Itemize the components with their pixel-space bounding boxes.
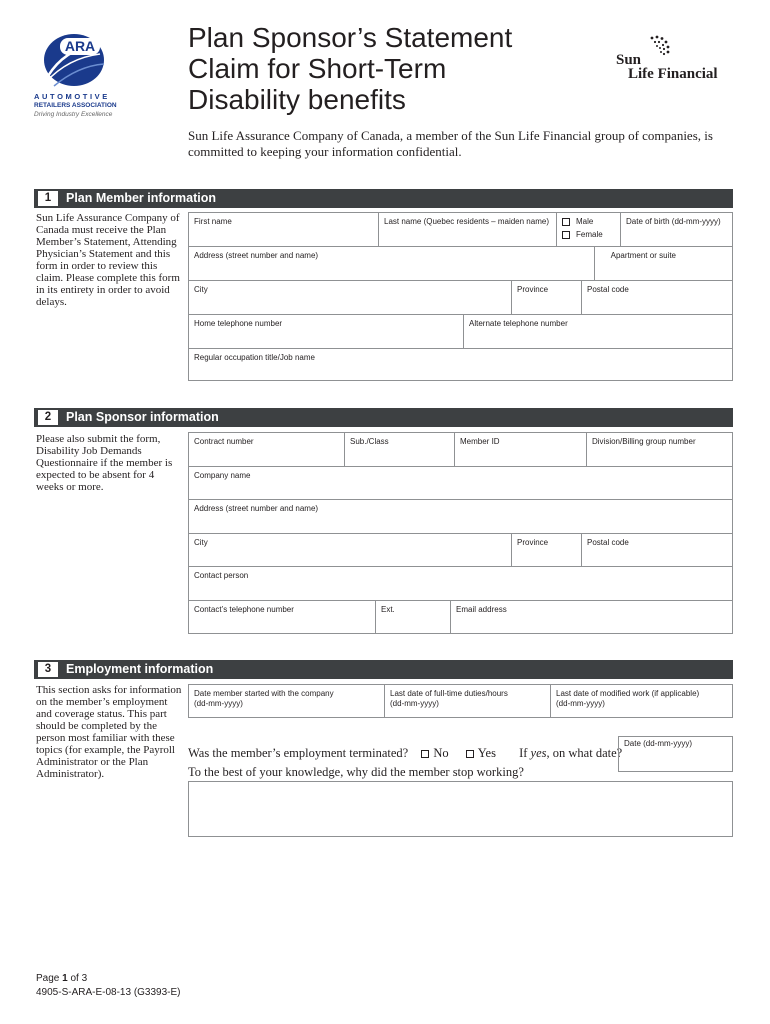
last-fulltime-label: Last date of full-time duties/hours [390, 689, 508, 698]
province-field[interactable] [511, 281, 581, 314]
terminated-yes-option[interactable] [466, 746, 496, 760]
yes-checkbox[interactable] [466, 750, 474, 758]
sunlife-logo [600, 34, 740, 86]
dob-field[interactable] [620, 213, 733, 246]
dob-label: Date of birth (dd-mm-yyyy) [626, 217, 721, 226]
apartment-field[interactable] [594, 247, 733, 280]
home-phone-field[interactable] [189, 315, 463, 348]
termination-date-field[interactable] [618, 736, 733, 772]
sub-class-field[interactable] [344, 433, 454, 466]
city-field[interactable] [189, 281, 511, 314]
if-yes-rest: , on what date? [546, 746, 623, 760]
last-modified-format: (dd-mm-yyyy) [556, 699, 605, 708]
postal-code-field[interactable] [581, 281, 733, 314]
last-modified-field[interactable] [550, 685, 733, 717]
section-3-header [34, 660, 733, 679]
last-modified-label: Last date of modified work (if applicable) [556, 689, 700, 698]
first-name-label: First name [194, 217, 232, 226]
ara-logo-text: ARA [64, 38, 96, 54]
sponsor-address-label: Address (street number and name) [194, 504, 319, 513]
female-label: Female [576, 230, 603, 239]
title-line-2: Claim for Short-Term [188, 53, 447, 84]
apartment-label: Apartment or suite [610, 251, 676, 260]
first-name-field[interactable] [189, 213, 378, 246]
occupation-field[interactable] [189, 349, 733, 382]
page-num: 1 [62, 973, 68, 984]
if-yes-label [519, 746, 622, 760]
address-label: Address (street number and name) [194, 251, 319, 260]
city-label: City [194, 285, 208, 294]
why-stop-textarea[interactable] [188, 781, 733, 837]
member-id-field[interactable] [454, 433, 586, 466]
contact-person-field[interactable] [189, 567, 733, 600]
email-field[interactable] [450, 601, 733, 633]
title-line-1: Plan Sponsor’s Statement [188, 22, 513, 53]
ext-label: Ext. [381, 605, 395, 614]
plan-member-form [188, 212, 733, 381]
ara-logo [34, 30, 134, 122]
no-checkbox[interactable] [421, 750, 429, 758]
section-1-note: Sun Life Assurance Company of Canada must receive the Plan Member’s Statement, Attending Physician’s Statement and this form in order to review this claim. Please complete this form in its entirety in order to avoid delays. [36, 212, 180, 308]
contract-number-field[interactable] [189, 433, 344, 466]
ara-tagline: Driving Industry Excellence [34, 111, 113, 118]
section-1-header [34, 189, 733, 208]
intro-text: Sun Life Assurance Company of Canada, a member of the Sun Life Financial group of companies, is committed to keeping your information confidential. [188, 128, 713, 159]
if-yes-if: If [519, 746, 528, 760]
division-field[interactable] [586, 433, 733, 466]
last-fulltime-format: (dd-mm-yyyy) [390, 699, 439, 708]
title-line-3: Disability benefits [188, 84, 406, 115]
address-field[interactable] [189, 247, 594, 280]
terminated-question [188, 746, 622, 761]
gender-field [556, 213, 620, 246]
sponsor-province-label: Province [517, 538, 549, 547]
occupation-label: Regular occupation title/Job name [194, 353, 315, 362]
section-2-header [34, 408, 733, 427]
company-name-field[interactable] [189, 467, 733, 499]
last-name-label: Last name (Quebec residents – maiden name) [384, 217, 549, 226]
ara-name-line2: RETAILERS ASSOCIATION [34, 102, 117, 109]
ara-name-line1: AUTOMOTIVE [34, 92, 110, 101]
postal-code-label: Postal code [587, 285, 629, 294]
page-footer [36, 972, 181, 1000]
female-option[interactable] [562, 230, 615, 240]
sunlife-line-1: Sun [616, 52, 642, 68]
page-suffix: of 3 [67, 973, 88, 984]
division-label: Division/Billing group number [592, 437, 696, 446]
contract-number-label: Contract number [194, 437, 254, 446]
terminated-question-label: Was the member’s employment terminated? [188, 746, 409, 760]
last-name-field[interactable] [378, 213, 556, 246]
sponsor-postal-code-label: Postal code [587, 538, 629, 547]
page-title [188, 22, 568, 115]
plan-sponsor-form [188, 432, 733, 634]
sun-rays-icon [638, 34, 678, 70]
female-checkbox[interactable] [562, 231, 570, 239]
section-title: Employment information [66, 662, 214, 676]
sponsor-province-field[interactable] [511, 534, 581, 566]
contact-person-label: Contact person [194, 571, 249, 580]
member-id-label: Member ID [460, 437, 500, 446]
no-label: No [433, 746, 449, 760]
sunlife-line-2: Life Financial [628, 66, 718, 82]
section-3-note: This section asks for information on the member’s employment and coverage status. This part should be completed by the person most familiar with these topics (for example, the Payroll Administrator or the Plan Administrator). [36, 684, 182, 780]
contact-phone-label: Contact’s telephone number [194, 605, 294, 614]
section-title: Plan Sponsor information [66, 410, 219, 424]
sponsor-city-field[interactable] [189, 534, 511, 566]
why-stop-question: To the best of your knowledge, why did the member stop working? [188, 765, 524, 779]
home-phone-label: Home telephone number [194, 319, 283, 328]
form-code: 4905-S-ARA-E-08-13 (G3393-E) [36, 987, 181, 998]
page-prefix: Page [36, 973, 63, 984]
termination-date-format: Date (dd-mm-yyyy) [624, 739, 693, 748]
section-2-note: Please also submit the form, Disability Job Demands Questionnaire if the member is expected to be absent for 4 weeks or more. [36, 433, 173, 493]
sponsor-address-field[interactable] [189, 500, 733, 533]
section-number: 2 [38, 410, 58, 425]
sub-class-label: Sub./Class [350, 437, 389, 446]
if-yes-emphasis: yes [530, 746, 547, 760]
sponsor-city-label: City [194, 538, 208, 547]
terminated-no-option[interactable] [421, 746, 448, 760]
section-number: 3 [38, 662, 58, 677]
contact-phone-field[interactable] [189, 601, 375, 633]
male-label: Male [576, 217, 594, 226]
employment-dates-form [188, 684, 733, 718]
date-started-field[interactable] [189, 685, 384, 717]
yes-label: Yes [477, 746, 496, 760]
section-title: Plan Member information [66, 191, 217, 205]
male-option[interactable] [562, 217, 615, 227]
date-started-format: (dd-mm-yyyy) [194, 699, 243, 708]
last-fulltime-field[interactable] [384, 685, 550, 717]
company-name-label: Company name [194, 471, 251, 480]
sponsor-postal-code-field[interactable] [581, 534, 733, 566]
section-number: 1 [38, 191, 58, 206]
email-label: Email address [456, 605, 507, 614]
date-started-label: Date member started with the company [194, 689, 334, 698]
ext-field[interactable] [375, 601, 450, 633]
page-number [36, 972, 181, 986]
alt-phone-label: Alternate telephone number [469, 319, 568, 328]
province-label: Province [517, 285, 549, 294]
alt-phone-field[interactable] [463, 315, 733, 348]
male-checkbox[interactable] [562, 218, 570, 226]
